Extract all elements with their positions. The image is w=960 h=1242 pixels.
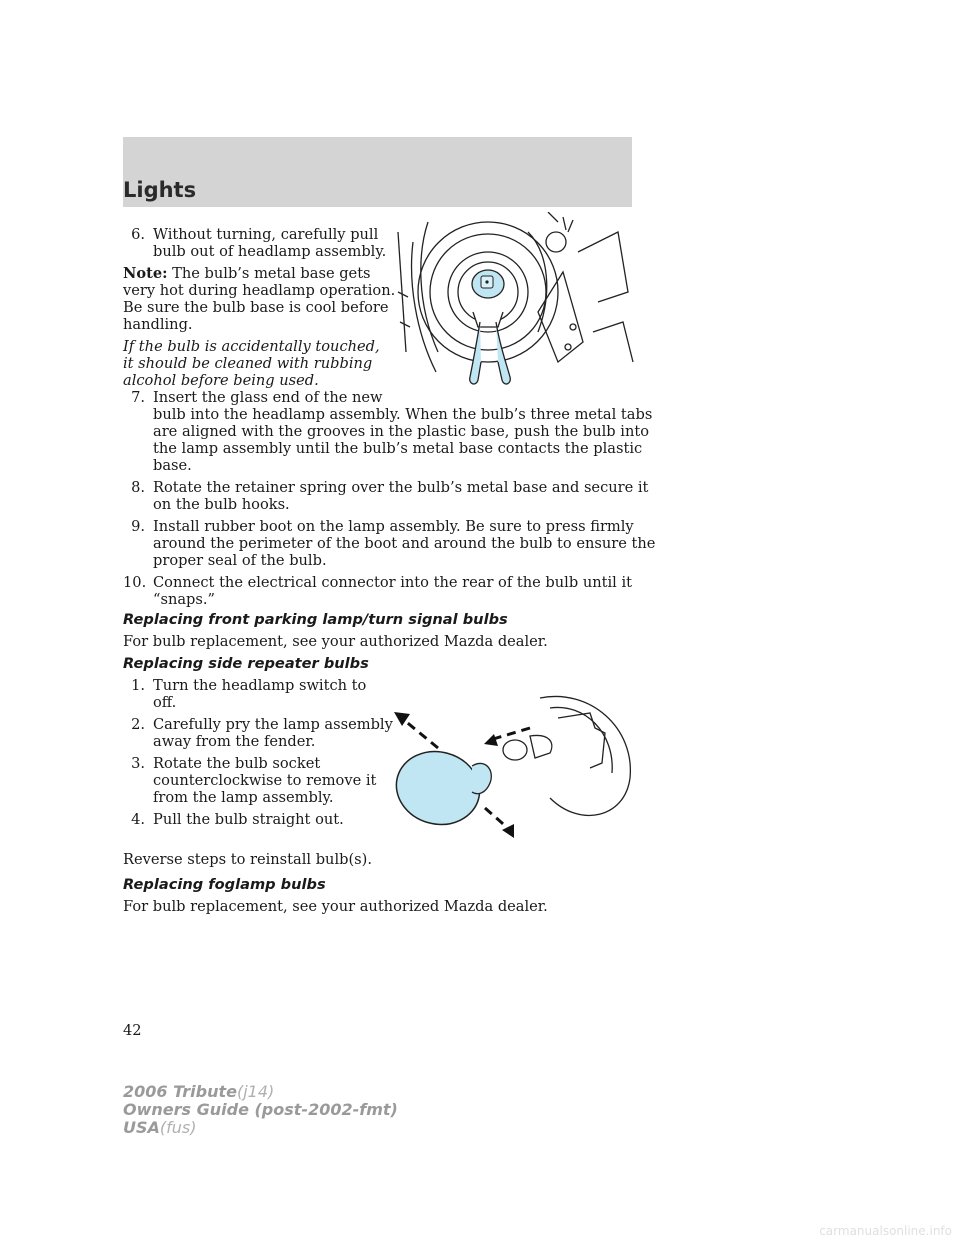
- note-paragraph: [123, 265, 371, 282]
- headlamp-bulb-illustration: [388, 212, 638, 392]
- header-band: [123, 137, 632, 207]
- caution-text: alcohol before being used.: [123, 372, 319, 389]
- step-text: Carefully pry the lamp assembly: [153, 716, 393, 733]
- step-text: on the bulb hooks.: [153, 496, 290, 513]
- footer-line: 2006 Tribute(j14): [123, 1082, 275, 1101]
- footer-line: USA(fus): [123, 1118, 197, 1137]
- step-number: 6.: [131, 226, 145, 243]
- step-number: 3.: [131, 755, 145, 772]
- step-text: Install rubber boot on the lamp assembly. Be sure to press firmly: [153, 518, 634, 535]
- step-text: Without turning, carefully pull: [153, 226, 379, 243]
- step-text: from the lamp assembly.: [153, 789, 334, 806]
- note-label: Note:: [123, 265, 168, 282]
- note-text: Be sure the bulb base is cool before: [123, 299, 389, 316]
- step-number: 4.: [131, 811, 145, 828]
- step-text: are aligned with the grooves in the plastic base, push the bulb into: [153, 423, 649, 440]
- step-number: 9.: [131, 518, 145, 535]
- side-repeater-illustration: [390, 688, 635, 848]
- step-text: bulb into the headlamp assembly. When the bulb’s three metal tabs: [153, 406, 653, 423]
- step-text: “snaps.”: [153, 591, 215, 608]
- step-text: base.: [153, 457, 192, 474]
- step-text: counterclockwise to remove it: [153, 772, 377, 789]
- step-number: 8.: [131, 479, 145, 496]
- footer-line: Owners Guide (post-2002-fmt): [123, 1100, 398, 1119]
- step-text: Rotate the bulb socket: [153, 755, 321, 772]
- step-number: 2.: [131, 716, 145, 733]
- section-heading-foglamp: Replacing foglamp bulbs: [123, 876, 326, 893]
- section-heading-parking: Replacing front parking lamp/turn signal bulbs: [123, 611, 508, 628]
- step-text: around the perimeter of the boot and around the bulb to ensure the: [153, 535, 656, 552]
- step-text: away from the fender.: [153, 733, 316, 750]
- step-text: Pull the bulb straight out.: [153, 811, 344, 828]
- reverse-note: Reverse steps to reinstall bulb(s).: [123, 851, 372, 868]
- step-number: 7.: [131, 389, 145, 406]
- caution-text: it should be cleaned with rubbing: [123, 355, 373, 372]
- step-text: bulb out of headlamp assembly.: [153, 243, 387, 260]
- step-text: off.: [153, 694, 177, 711]
- step-number: 1.: [131, 677, 145, 694]
- note-text: handling.: [123, 316, 193, 333]
- note-text: The bulb’s metal base gets: [167, 265, 371, 282]
- page-number: 42: [123, 1022, 142, 1039]
- step-text: the lamp assembly until the bulb’s metal base contacts the plastic: [153, 440, 643, 457]
- step-text: Insert the glass end of the new: [153, 389, 383, 406]
- parking-body: For bulb replacement, see your authorized Mazda dealer.: [123, 633, 548, 650]
- note-text: very hot during headlamp operation.: [123, 282, 396, 299]
- watermark: carmanualsonline.info: [819, 1224, 952, 1238]
- step-text: Rotate the retainer spring over the bulb’s metal base and secure it: [153, 479, 649, 496]
- caution-text: If the bulb is accidentally touched,: [123, 338, 380, 355]
- step-number: 10.: [123, 574, 147, 591]
- step-text: proper seal of the bulb.: [153, 552, 327, 569]
- step-text: Turn the headlamp switch to: [153, 677, 367, 694]
- section-title: Lights: [123, 178, 197, 202]
- section-heading-repeater: Replacing side repeater bulbs: [123, 655, 369, 672]
- foglamp-body: For bulb replacement, see your authorized Mazda dealer.: [123, 898, 548, 915]
- step-text: Connect the electrical connector into the rear of the bulb until it: [153, 574, 632, 591]
